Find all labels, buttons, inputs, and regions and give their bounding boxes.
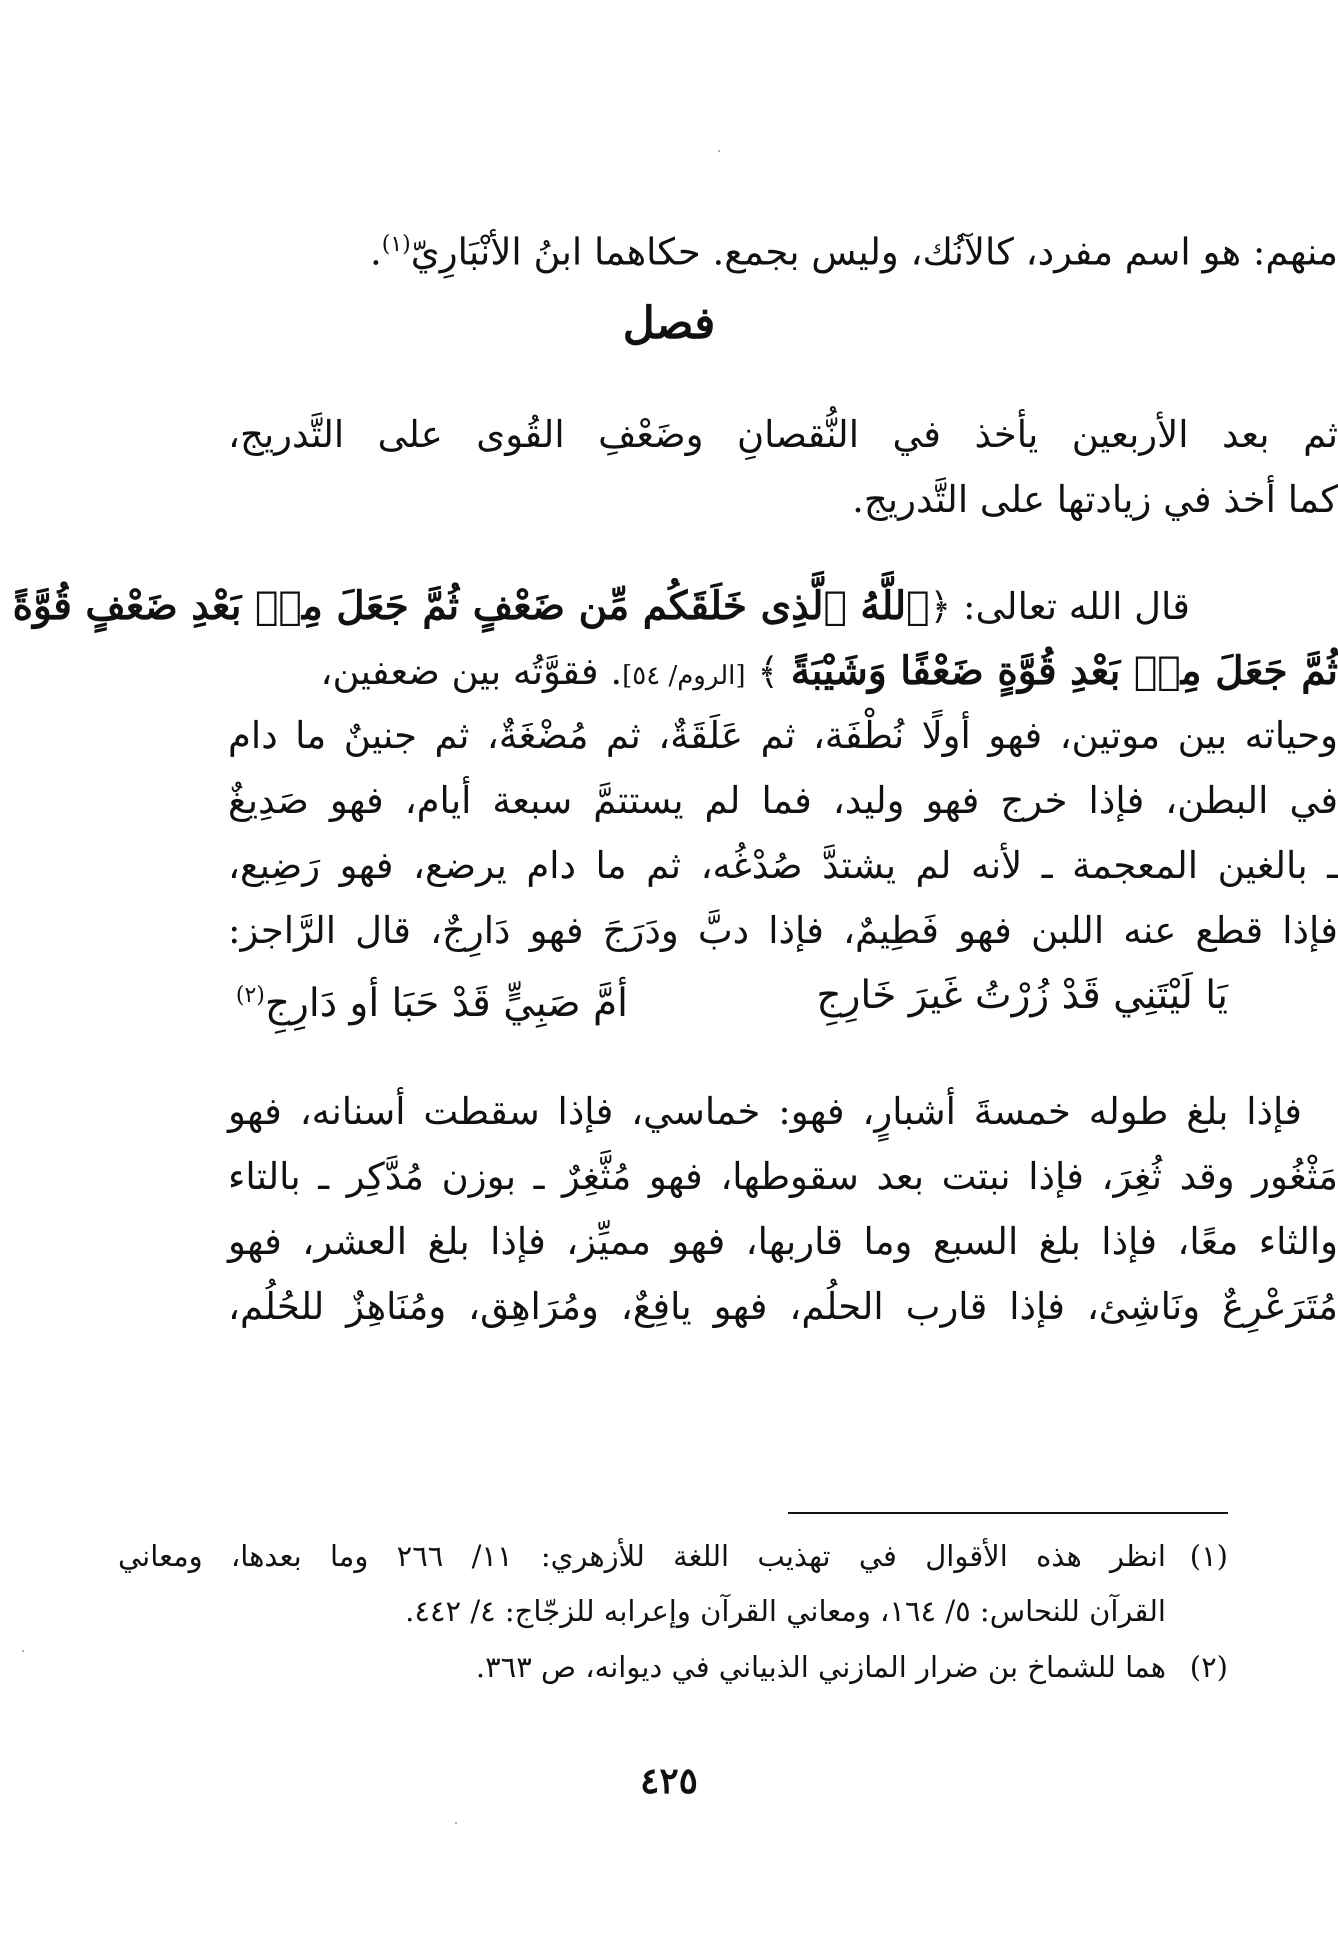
paragraph-2-line-5: ـ بالغين المعجمة ـ لأنه لم يشتدَّ صُدْغُه، ثم ما دام يرضع، فهو رَضِيع، [228,844,1338,887]
section-heading: فصل [622,298,716,349]
scan-speck [22,1650,24,1652]
quran-reference: [الروم/ ٥٤] [622,661,746,691]
paragraph-3-line-1 [228,1082,1338,1142]
quran-verse-line-2: ثُمَّ جَعَلَ مِنۢ بَعْدِ قُوَّةٍ ضَعْفًا وَشَيْبَةً [790,648,1338,694]
paragraph-2-line-1 [12,576,1228,637]
verse-second-hemistich: أمَّ صَبِيٍّ قَدْ حَبَا أو دَارِجِ [264,981,628,1026]
scan-speck [718,150,720,152]
paragraph-2-line-2 [228,641,1338,706]
paragraph-3-line-2: مَثْغُور وقد ثُغِرَ، فإذا نبتت بعد سقوطها، فهو مُثَّغِرٌ ـ بوزن مُدَّكِر ـ بالتاء [228,1155,1338,1198]
page-number: ٤٢٥ [639,1760,698,1802]
footnote-2-text: هما للشماخ بن ضرار المازني الذبياني في ديوانه، ص ٣٦٣. [475,1650,1166,1684]
paragraph-2-line-3: وحياته بين موتين، فهو أولًا نُطْفَة، ثم عَلَقَةٌ، ثم مُضْغَةٌ، ثم جنينٌ ما دام [228,714,1338,757]
footnote-2-line-1 [118,1643,1228,1691]
intro-text: منهم: هو اسم مفرد، كالآنُك، وليس بجمع. حكاهما ابنُ الأنْبَارِيّ [410,230,1338,274]
paragraph-3-line-4: مُتَرَعْرِعٌ ونَاشِئ، فإذا قارب الحلُم، فهو يافِعٌ، ومُرَاهِق، ومُنَاهِزٌ للحُلُم، [228,1285,1338,1328]
quran-close-bracket: ﴾ [745,650,791,693]
footnote-1-text-1: انظر هذه الأقوال في تهذيب اللغة للأزهري: ١١/ ٢٦٦ وما بعدها، ومعاني [118,1539,1166,1573]
verse-first-hemistich: يَا لَيْتَنِي قَدْ زُرْتُ غَيرَ خَارِجِ [816,973,1228,1018]
verse-second-hemistich-wrap [236,966,628,1034]
scan-speck [455,1822,457,1824]
footnote-1-line-1 [118,1532,1228,1580]
footnote-1-line-2: القرآن للنحاس: ٥/ ١٦٤، ومعاني القرآن وإعرابه للزجّاج: ٤/ ٤٤٢. [405,1594,1166,1628]
paragraph-1-line-2: كما أخذ في زيادتها على التَّدريج. [852,478,1338,521]
paragraph-2-line-2-tail: . فقوَّتُه بين ضعفين، [320,650,623,693]
intro-period: . [369,230,382,274]
footnote-marker-2: (٢) [235,983,265,1008]
intro-line [228,215,1338,282]
footnote-separator [788,1512,1228,1514]
paragraph-3-line-3: والثاء معًا، فإذا بلغ السبع وما قاربها، فهو مميِّز، فإذا بلغ العشر، فهو [228,1220,1338,1263]
paragraph-2-line-6: فإذا قطع عنه اللبن فهو فَطِيمٌ، فإذا دبَّ ودَرَجَ فهو دَارِجٌ، قال الرَّاجز: [228,909,1338,952]
paragraph-1-line-1: ثم بعد الأربعين يأخذ في النُّقصانِ وضَعْفِ القُوى على التَّدريج، [228,413,1338,456]
paragraph-2-line-4: في البطن، فإذا خرج فهو وليد، فما لم يستتمَّ سبعة أيام، فهو صَدِيغٌ [228,779,1338,822]
footnote-2-number: (٢) [1189,1650,1228,1684]
quran-intro: قال الله تعالى: ﴿ [929,585,1190,628]
footnote-1-number: (١) [1189,1539,1228,1573]
quran-verse-line-1: ٱللَّهُ ٱلَّذِى خَلَقَكُم مِّن ضَعْفٍ ثُمَّ جَعَلَ مِنۢ بَعْدِ ضَعْفٍ قُوَّةً [12,583,930,629]
footnote-marker-1: (١) [381,232,411,257]
paragraph-3-line-1-text: فإذا بلغ طوله خمسةَ أشبارٍ، فهو: خماسي، فإذا سقطت أسنانه، فهو [228,1090,1302,1133]
